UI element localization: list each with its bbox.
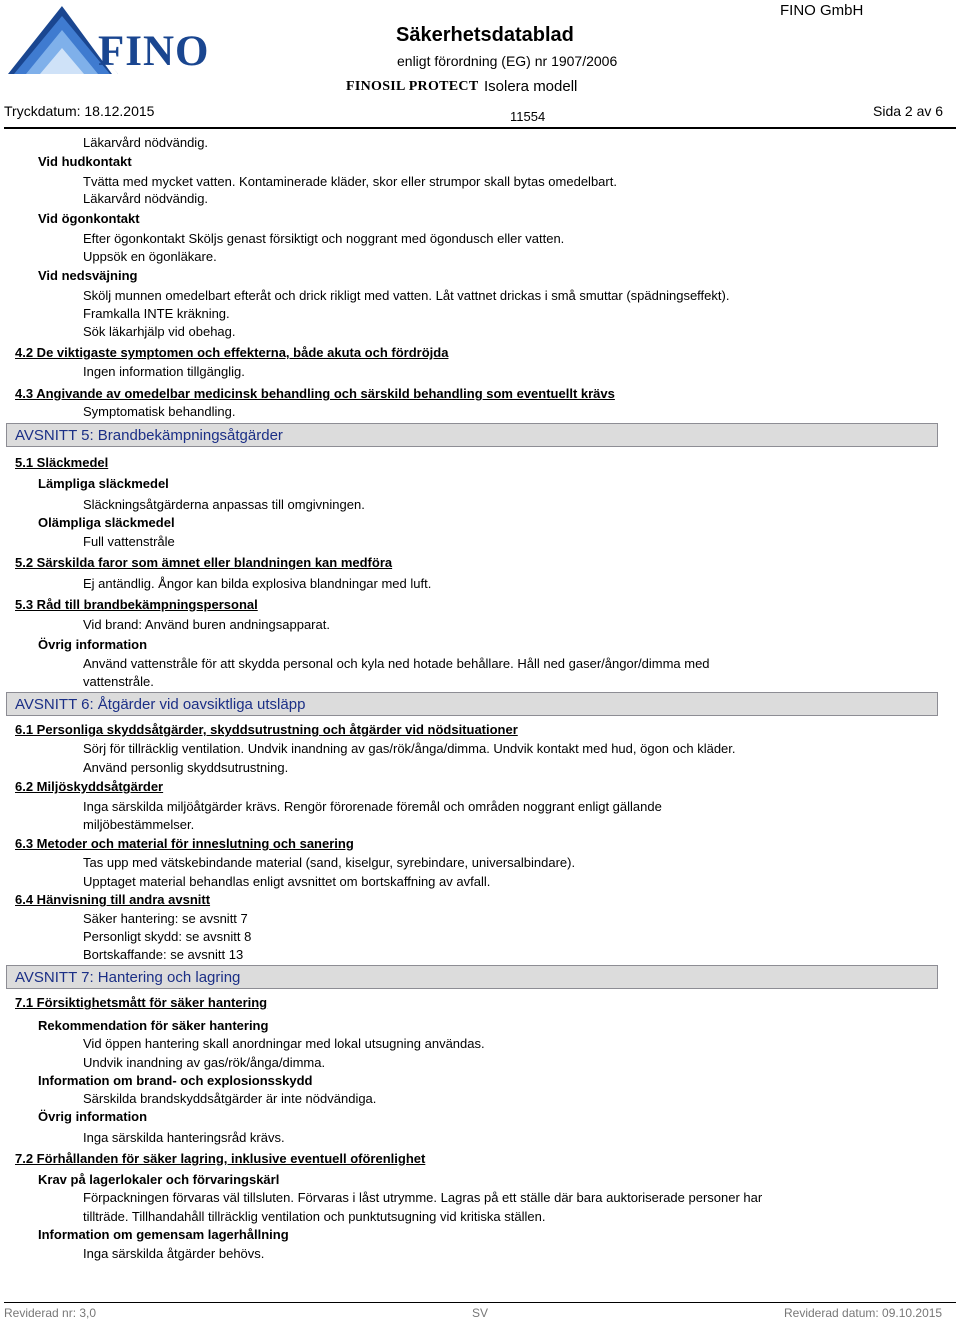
section-header-7 xyxy=(6,965,938,989)
section-header-6 xyxy=(6,692,938,716)
body-text: Efter ögonkontakt Sköljs genast försiktigt och noggrant med ögondusch eller vatten. xyxy=(83,231,565,246)
subsection-heading: 7.1 Försiktighetsmått för säker hantering xyxy=(15,995,268,1010)
body-text: Undvik inandning av gas/rök/ånga/dimma. xyxy=(83,1055,326,1070)
subsection-heading: 6.2 Miljöskyddsåtgärder xyxy=(15,779,164,794)
body-text: Upptaget material behandlas enligt avsnittet om bortskaffning av avfall. xyxy=(83,874,491,889)
subsection-heading: 6.1 Personliga skyddsåtgärder, skyddsutrustning och åtgärder vid nödsituationer xyxy=(15,722,518,737)
body-text: Använd vattenstråle för att skydda personal och kyla ned hotade behållare. Håll ned gaser/ångor/dimma med xyxy=(83,656,710,671)
footer-revision-date: Reviderad datum: 09.10.2015 xyxy=(784,1306,943,1320)
footer-language: SV xyxy=(472,1306,489,1320)
subheading: Krav på lagerlokaler och förvaringskärl xyxy=(38,1172,280,1187)
print-date: Tryckdatum: 18.12.2015 xyxy=(4,103,155,119)
subheading: Vid nedsväjning xyxy=(38,268,138,283)
subsection-heading: 6.3 Metoder och material för inneslutning och sanering xyxy=(15,836,354,851)
body-text: Vid öppen hantering skall anordningar med lokal utsugning användas. xyxy=(83,1036,485,1051)
subsection-heading: 6.4 Hänvisning till andra avsnitt xyxy=(15,892,211,907)
body-text: Tas upp med vätskebindande material (sand, kiselgur, syrebindare, universalbindare). xyxy=(83,855,576,870)
page-number: Sida 2 av 6 xyxy=(873,103,944,119)
body-text: Använd personlig skyddsutrustning. xyxy=(83,760,289,775)
body-text: Tvätta med mycket vatten. Kontaminerade kläder, skor eller strumpor skall bytas omedelbart. xyxy=(83,174,617,189)
body-text: Släckningsåtgärderna anpassas till omgivningen. xyxy=(83,497,365,512)
body-text: Skölj munnen omedelbart efteråt och drick rikligt med vatten. Låt vattnet drickas i små smuttar (spädningseffekt). xyxy=(83,288,730,303)
body-text: Personligt skydd: se avsnitt 8 xyxy=(83,929,252,944)
subsection-heading: 5.2 Särskilda faror som ämnet eller blandningen kan medföra xyxy=(15,555,393,570)
body-text: Inga särskilda åtgärder behövs. xyxy=(83,1246,265,1261)
body-text: Uppsök en ögonläkare. xyxy=(83,249,217,264)
regulation-reference: enligt förordning (EG) nr 1907/2006 xyxy=(397,53,618,69)
body-text: Ingen information tillgänglig. xyxy=(83,364,245,379)
subheading: Information om brand- och explosionsskydd xyxy=(38,1073,313,1088)
subsection-heading: 4.2 De viktigaste symptomen och effekterna, både akuta och fördröjda xyxy=(15,345,449,360)
body-text: Läkarvård nödvändig. xyxy=(83,135,209,150)
document-title: Säkerhetsdatablad xyxy=(396,24,574,46)
product-number: 11554 xyxy=(510,109,546,124)
product-name: Isolera modell xyxy=(484,78,578,95)
body-text: Säker hantering: se avsnitt 7 xyxy=(83,911,248,926)
subheading: Lämpliga släckmedel xyxy=(38,476,169,491)
section-title: AVSNITT 5: Brandbekämpningsåtgärder xyxy=(15,427,283,444)
body-text: Sök läkarhjälp vid obehag. xyxy=(83,324,236,339)
header-divider xyxy=(4,127,956,129)
subsection-heading: 5.1 Släckmedel xyxy=(15,455,109,470)
section-title: AVSNITT 7: Hantering och lagring xyxy=(15,969,241,986)
subheading: Information om gemensam lagerhållning xyxy=(38,1227,289,1242)
body-text: Symptomatisk behandling. xyxy=(83,404,236,419)
subsection-heading: 7.2 Förhållanden för säker lagring, inklusive eventuell oförenlighet xyxy=(15,1151,426,1166)
company-name: FINO GmbH xyxy=(780,2,864,19)
brand-name: FINOSIL PROTECT xyxy=(346,79,479,94)
body-text: Inga särskilda hanteringsråd krävs. xyxy=(83,1130,285,1145)
subheading: Rekommendation för säker hantering xyxy=(38,1018,269,1033)
body-text: Full vattenstråle xyxy=(83,534,175,549)
body-text: Ej antändlig. Ångor kan bilda explosiva blandningar med luft. xyxy=(83,576,432,591)
body-text: Vid brand: Använd buren andningsapparat. xyxy=(83,617,330,632)
subheading: Övrig information xyxy=(38,1109,148,1124)
body-text: vattenstråle. xyxy=(83,674,154,689)
body-text: Förpackningen förvaras väl tillsluten. Förvaras i låst utrymme. Lagras på ett ställe där bara auktoriserade personer har xyxy=(83,1190,763,1205)
body-text: Framkalla INTE kräkning. xyxy=(83,306,230,321)
section-header-5 xyxy=(6,423,938,447)
page-header xyxy=(0,0,960,132)
body-text: miljöbestämmelser. xyxy=(83,817,195,832)
footer-divider xyxy=(4,1302,956,1303)
footer-revision: Reviderad nr: 3,0 xyxy=(4,1306,97,1320)
subheading: Vid ögonkontakt xyxy=(38,211,140,226)
body-text: Läkarvård nödvändig. xyxy=(83,191,209,206)
body-text: Inga särskilda miljöåtgärder krävs. Rengör förorenade föremål och områden noggrant enligt gällande xyxy=(83,799,662,814)
subheading: Vid hudkontakt xyxy=(38,154,132,169)
subheading: Övrig information xyxy=(38,637,148,652)
subsection-heading: 5.3 Råd till brandbekämpningspersonal xyxy=(15,597,258,612)
body-text: tillträde. Tillhandahåll tillräcklig ventilation och punktutsugning vid kritiska ställen. xyxy=(83,1209,546,1224)
subsection-heading: 4.3 Angivande av omedelbar medicinsk behandling och särskild behandling som eventuellt krävs xyxy=(15,386,615,401)
subheading: Olämpliga släckmedel xyxy=(38,515,175,530)
logo-wordmark: FINO xyxy=(98,28,210,75)
body-text: Sörj för tillräcklig ventilation. Undvik inandning av gas/rök/ånga/dimma. Undvik kontakt med hud, ögon och kläder. xyxy=(83,741,736,756)
body-text: Bortskaffande: se avsnitt 13 xyxy=(83,947,244,962)
body-text: Särskilda brandskyddsåtgärder är inte nödvändiga. xyxy=(83,1091,377,1106)
section-title: AVSNITT 6: Åtgärder vid oavsiktliga utsläpp xyxy=(15,696,306,713)
